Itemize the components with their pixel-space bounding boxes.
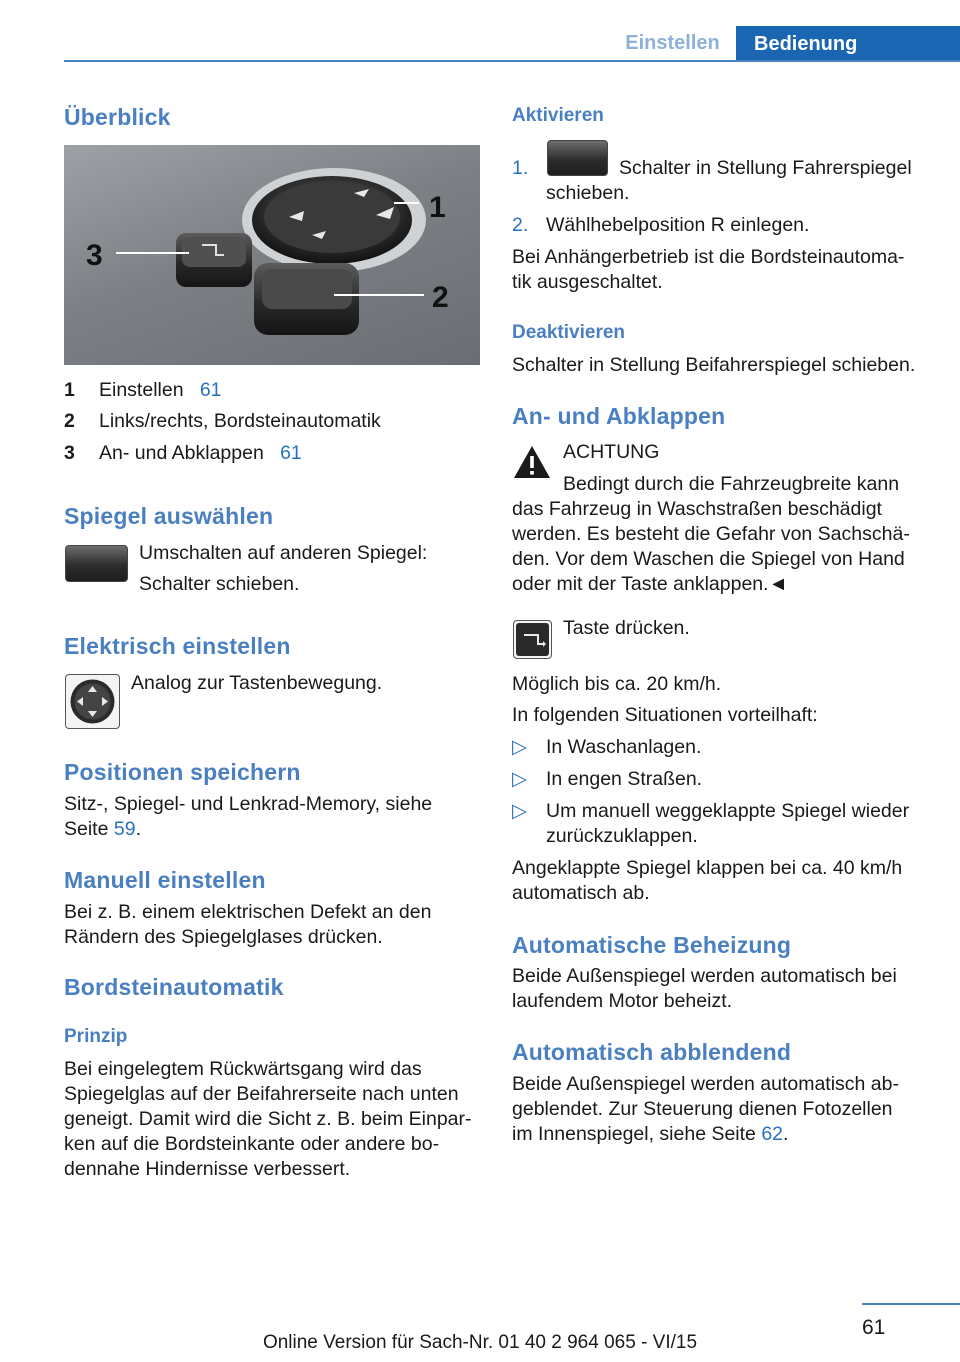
positions-text: Sitz-, Spiegel- und Lenkrad-Memory, siehe: [64, 793, 433, 815]
legend-item: 2: [64, 410, 75, 432]
step-text: Schalter in Stellung Fahrerspiegel: [619, 157, 912, 179]
possible-text: Möglich bis ca. 20 km/h.: [512, 673, 722, 695]
footer-text: Online Version für Sach-Nr. 01 40 2 964 065 - VI/15: [262, 1332, 698, 1353]
principle-text: Spiegelglas auf der Beifahrerseite nach unten: [64, 1083, 459, 1105]
press-text: Taste drücken.: [563, 617, 690, 639]
fold-heading: An- und Abklappen: [512, 403, 726, 429]
legend-item-text: An- und Abklappen 61: [99, 442, 302, 464]
electric-adjust-heading: Elektrisch einstellen: [64, 633, 291, 659]
legend-item: 3: [64, 442, 75, 464]
page-ref-link[interactable]: 62: [761, 1123, 784, 1145]
mirror-select-heading: Spiegel auswählen: [64, 503, 274, 529]
mirror-control-photo: [64, 145, 480, 365]
legend-item-text: Einstellen 61: [99, 379, 222, 401]
header-divider: [64, 60, 960, 62]
footer-divider: [862, 1303, 960, 1305]
fold-button-icon: [513, 620, 552, 659]
manual-adjust-text: Rändern des Spiegelglases drücken.: [64, 926, 383, 948]
list-item: zurückzuklappen.: [546, 825, 698, 847]
bullet-marker: ▷: [512, 768, 527, 790]
page-ref-link[interactable]: 59: [113, 818, 136, 840]
step-number: 1.: [512, 157, 529, 179]
manual-adjust-text: Bei z. B. einem elektrischen Defekt an den: [64, 901, 432, 923]
dimming-text: Beide Außenspiegel werden automatisch ab‐: [512, 1073, 899, 1095]
trailer-text: Bei Anhängerbetrieb ist die Bordsteinautoma‐: [512, 246, 905, 268]
warning-text: den. Vor dem Waschen die Spiegel von Hand: [512, 548, 905, 570]
positions-heading: Positionen speichern: [64, 759, 301, 785]
photo-label-1: 1: [429, 191, 446, 224]
principle-text: ken auf die Bordsteinkante oder andere bo‐: [64, 1133, 440, 1155]
tab-bedienung[interactable]: Bedienung: [736, 26, 960, 62]
warning-text: Bedingt durch die Fahrzeugbreite kann: [563, 473, 900, 495]
list-item: In Waschanlagen.: [546, 736, 702, 758]
mirror-select-text: Umschalten auf anderen Spiegel:: [139, 542, 428, 564]
principle-text: geneigt. Damit wird die Sicht z. B. beim Einpar‐: [64, 1108, 472, 1130]
principle-text: Bei eingelegtem Rückwärtsgang wird das: [64, 1058, 422, 1080]
warning-text: werden. Es besteht die Gefahr von Sachschä‐: [512, 523, 910, 545]
photo-label-2: 2: [432, 281, 449, 314]
legend-item-text: Links/rechts, Bordsteinautomatik: [99, 410, 381, 432]
photo-label-3: 3: [86, 239, 103, 272]
activate-heading: Aktivieren: [512, 105, 604, 126]
manual-adjust-heading: Manuell einstellen: [64, 867, 266, 893]
dimming-text: geblendet. Zur Steuerung dienen Fotozellen: [512, 1098, 893, 1120]
page-ref-link[interactable]: 61: [199, 379, 222, 401]
warning-text: das Fahrzeug in Waschstraßen beschädigt: [512, 498, 882, 520]
overview-heading: Überblick: [64, 104, 171, 130]
warning-label: ACHTUNG: [563, 441, 660, 463]
dimming-heading: Automatisch abblendend: [512, 1039, 792, 1065]
page-ref-link[interactable]: 61: [280, 442, 302, 464]
principle-heading: Prinzip: [64, 1026, 128, 1047]
mirror-select-text: Schalter schieben.: [139, 573, 300, 595]
principle-text: dennahe Hindernisse verbessert.: [64, 1158, 351, 1180]
positions-text: Seite 59.: [64, 818, 141, 840]
step-text: schieben.: [546, 182, 630, 204]
mirror-switch-illustration: [64, 145, 480, 365]
list-item: In engen Straßen.: [546, 768, 703, 790]
list-item: Um manuell weggeklappte Spiegel wieder: [546, 800, 910, 822]
bullet-marker: ▷: [512, 736, 527, 758]
deactivate-heading: Deaktivieren: [512, 322, 626, 343]
heating-heading: Automatische Beheizung: [512, 932, 792, 958]
bullet-marker: ▷: [512, 800, 527, 822]
warning-text: oder mit der Taste anklappen.◄: [512, 573, 788, 595]
folded-text: Angeklappte Spiegel klappen bei ca. 40 km/h: [512, 857, 903, 879]
trailer-text: tik ausgeschaltet.: [512, 271, 663, 293]
situations-text: In folgenden Situationen vorteilhaft:: [512, 704, 818, 726]
deactivate-text: Schalter in Stellung Beifahrerspiegel schieben.: [512, 354, 916, 376]
rocker-switch-icon: [547, 140, 608, 176]
heating-text: laufendem Motor beheizt.: [512, 990, 733, 1012]
warning-icon: [512, 444, 552, 480]
dimming-text: im Innenspiegel, siehe Seite 62.: [512, 1123, 789, 1145]
curb-heading: Bordsteinautomatik: [64, 974, 284, 1000]
step-number: 2.: [512, 214, 529, 236]
tab-einstellen[interactable]: Einstellen: [625, 31, 720, 54]
step-text: Wählhebelposition R einlegen.: [546, 214, 810, 236]
folded-text: automatisch ab.: [512, 882, 650, 904]
page-number: 61: [862, 1316, 886, 1339]
rocker-switch-icon: [65, 545, 128, 582]
legend-item: 1: [64, 379, 75, 401]
electric-adjust-text: Analog zur Tastenbewegung.: [131, 672, 383, 694]
direction-pad-icon: [65, 674, 120, 729]
heating-text: Beide Außenspiegel werden automatisch bei: [512, 965, 897, 987]
